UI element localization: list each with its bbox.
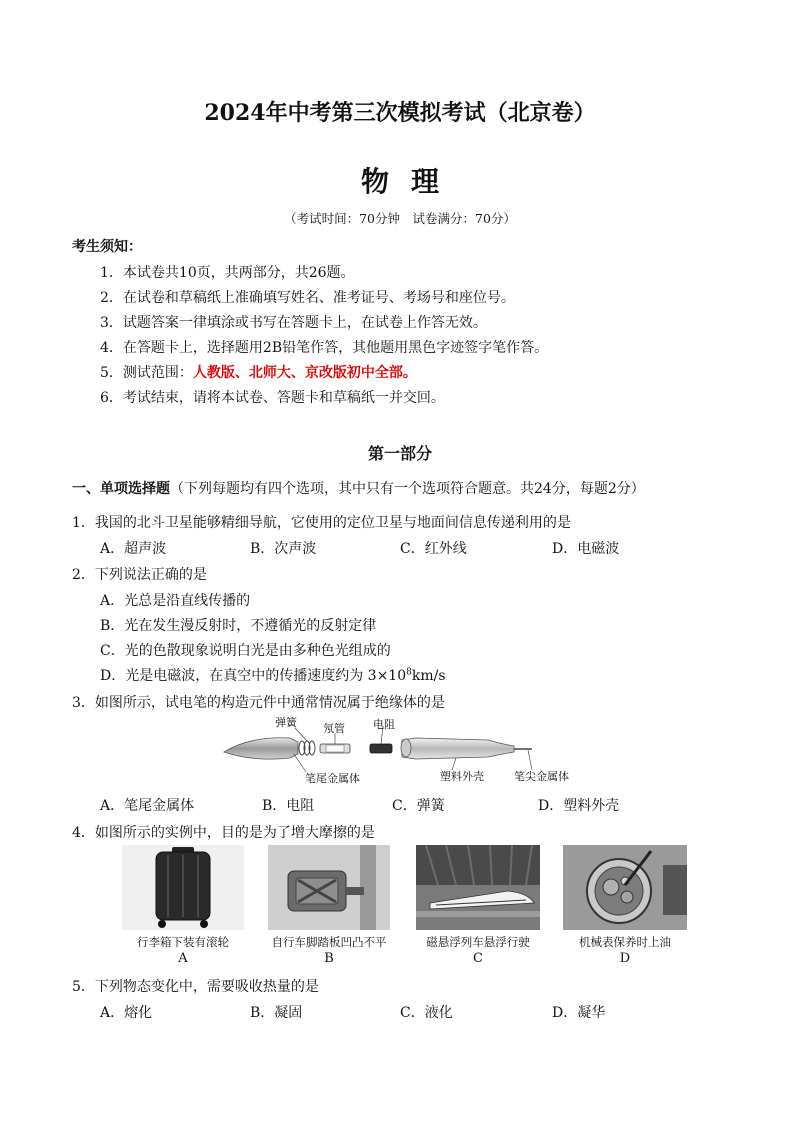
plastic-shell-part [402,738,514,759]
q3-option-d: D．塑料外壳 [538,798,620,814]
note-scope-suffix: 。 [402,365,417,381]
image-c-caption: 磁悬浮列车悬浮行驶 [426,935,530,949]
note-scope-prefix: 5．测试范围： [100,365,193,381]
question-5-stem: 5．下列物态变化中，需要吸收热量的是 [72,979,319,995]
spring-part [299,741,315,755]
note-item: 6．考试结束，请将本试卷、答题卡和草稿纸一并交回。 [100,390,445,406]
notes-heading: 考生须知： [72,239,142,255]
q3-option-b: B．电阻 [262,798,315,814]
label-resistor: 电阻 [373,718,395,731]
q2-option-c: C．光的色散现象说明白光是由多种色光组成的 [100,643,391,659]
image-b-letter: B [324,951,334,966]
mechanical-watch-image [563,845,687,930]
section-instruction: （下列每题均有四个选项，其中只有一个选项符合题意。共24分，每题2分） [170,481,645,497]
q1-option-d: D．电磁波 [552,541,620,557]
image-c-letter: C [473,951,483,966]
q2-option-b: B．光在发生漫反射时，不遵循光的反射定律 [100,618,377,634]
image-a-letter: A [178,951,188,966]
section-label: 一、单项选择题 [72,481,170,497]
image-d-letter: D [619,951,631,966]
exam-title: 2024年中考第三次模拟考试（北京卷） [204,100,596,126]
subject-title: 物理 [360,165,461,198]
q3-option-c: C．弹簧 [392,798,445,814]
image-a-caption: 行李箱下装有滚轮 [137,935,229,949]
section-heading [72,478,645,498]
question-2-stem: 2．下列说法正确的是 [72,567,207,583]
q2-option-d-exponent: 8 [406,667,412,678]
q5-option-d: D．凝华 [552,1005,606,1021]
note-scope-highlight: 人教版、北师大、京改版初中全部 [192,365,403,381]
exam-meta: （考试时间：70分钟 试卷满分：70分） [284,211,516,226]
q1-option-a: A．超声波 [100,541,167,557]
image-b-caption: 自行车脚踏板凹凸不平 [271,935,387,949]
part-title: 第一部分 [367,444,432,463]
q2-option-d-unit: km/s [411,668,446,684]
note-item: 4．在答题卡上，选择题用2B铅笔作答，其他题用黑色字迹签字笔作答。 [100,340,549,356]
q1-option-b: B．次声波 [250,541,317,557]
note-item: 2．在试卷和草稿纸上准确填写姓名、准考证号、考场号和座位号。 [100,290,515,306]
note-item: 1．本试卷共10页，共两部分，共26题。 [100,265,355,281]
label-plastic-shell: 塑料外壳 [440,770,484,783]
tail-metal-part [224,738,298,759]
question-1-stem: 1．我国的北斗卫星能够精细导航，它使用的定位卫星与地面间信息传递利用的是 [72,515,571,531]
q1-option-c: C．红外线 [400,541,467,557]
label-tail-metal: 笔尾金属体 [305,772,360,785]
luggage-image [122,845,244,930]
label-tip-metal: 笔尖金属体 [514,770,569,783]
note-item: 3．试题答案一律填涂或书写在答题卡上，在试卷上作答无效。 [100,315,487,331]
question-4-stem: 4．如图所示的实例中，目的是为了增大摩擦的是 [72,825,375,841]
q5-option-b: B．凝固 [250,1005,303,1021]
label-spring: 弹簧 [275,716,297,729]
note-item-scope [100,362,417,382]
q5-option-a: A．熔化 [100,1005,153,1021]
q2-option-d-text: D．光是电磁波，在真空中的传播速度约为 3×10 [100,668,407,684]
resistor-part [370,744,392,753]
q3-option-a: A．笔尾金属体 [100,798,195,814]
image-d-caption: 机械表保养时上油 [579,935,671,949]
q2-option-d [100,665,446,685]
q5-option-c: C．液化 [400,1005,453,1021]
question-3-stem: 3．如图所示，试电笔的构造元件中通常情况属于绝缘体的是 [72,695,445,711]
label-neon-tube: 氖管 [323,722,345,735]
maglev-train-image [416,845,540,930]
neon-tube-part [320,744,350,753]
q2-option-a: A．光总是沿直线传播的 [100,593,251,609]
bicycle-pedal-image [268,845,390,930]
